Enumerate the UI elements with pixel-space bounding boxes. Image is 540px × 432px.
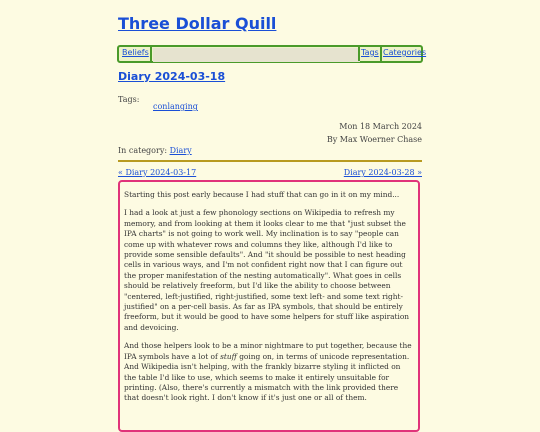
- category-link[interactable]: Diary: [169, 146, 192, 155]
- next-post-link[interactable]: Diary 2024-03-28 »: [343, 168, 422, 177]
- prev-post-link[interactable]: « Diary 2024-03-17: [118, 168, 197, 177]
- paragraph: [124, 190, 414, 200]
- category-line: [118, 146, 192, 155]
- paragraph-text: And those helpers look to be a minor nightmare to put together, because the IPA symbols have a lot of: [124, 341, 412, 361]
- nav-beliefs-link[interactable]: Beliefs: [122, 48, 149, 57]
- paragraph: [124, 341, 414, 403]
- category-label: In category:: [118, 146, 168, 155]
- post-body: [118, 180, 420, 432]
- divider: [118, 160, 422, 162]
- tags-label: Tags:: [118, 95, 140, 104]
- post-date: Mon 18 March 2024: [339, 122, 422, 131]
- paragraph-text: going on, in terms of unicode representation. And Wikipedia isn't helping, with the frankly bizarre styling it inflicted on the table I'd like to use, which seems to make it entirely unsuitable for printing. (Also, there's currently a mismatch with the link provided there that doesn't look right. I don't know if it's just one or all of them.: [124, 351, 410, 403]
- post-title[interactable]: Diary 2024-03-18: [118, 70, 226, 83]
- nav-separator: [380, 47, 382, 61]
- post-author: By Max Woerner Chase: [326, 135, 422, 144]
- nav-bar: [117, 45, 427, 63]
- tag-link[interactable]: conlanging: [153, 102, 198, 111]
- paragraph-text: Starting this post early because I had stuff that can go in it on my mind...: [124, 190, 400, 199]
- nav-separator: [358, 47, 360, 61]
- search-input[interactable]: [153, 48, 360, 62]
- paragraph-text: I had a look at just a few phonology sections on Wikipedia to refresh my memory, and from looking at them it looks clear to me that "just subset the IPA charts" is not going to work well. My inclination is to say "people can come up with whatever rows and columns they like, although I'd like to provide some sensible defaults". And "it should be possible to nest heading cells in various ways, and I'm not confident right now that I can figure out the proper manifestation of the nesting automatically". What goes in cells should be relatively freeform, but I'd like the ability to choose between "centered, left-justified, right-justified, some text left- and some text right- justified" on a per-cell basis. As far as IPA symbols, that should be entirely freeform, but it would be good to have some helpers for stuff like aspiration and devoicing.: [124, 208, 410, 332]
- site-title[interactable]: Three Dollar Quill: [118, 14, 277, 33]
- nav-categories-link[interactable]: Categories: [383, 48, 427, 57]
- emphasis: stuff: [220, 351, 237, 361]
- paragraph: [124, 208, 414, 333]
- nav-separator: [150, 47, 152, 61]
- nav-tags-link[interactable]: Tags: [361, 48, 379, 57]
